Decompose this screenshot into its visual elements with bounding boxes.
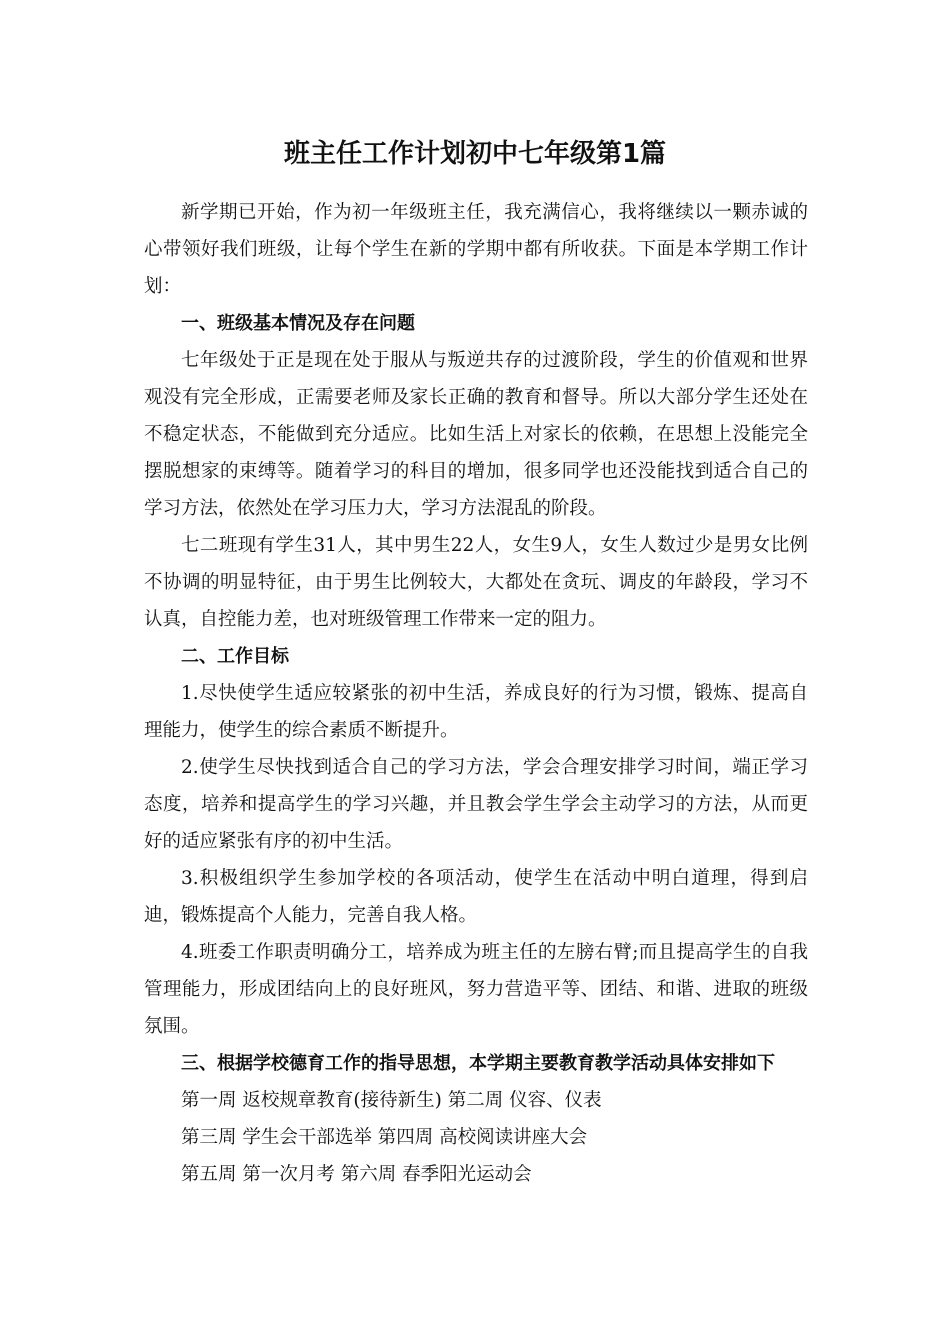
section1-paragraph: 七二班现有学生31人，其中男生22人，女生9人，女生人数过少是男女比例不协调的明显特征，由于男生比例较大，大都处在贪玩、调皮的年龄段，学习不认真，自控能力差，也对班级管理工作带来一定的阻力。 xyxy=(144,535,808,630)
section1-paragraph: 七年级处于正是现在处于服从与叛逆共存的过渡阶段，学生的价值观和世界观没有完全形成，正需要老师及家长正确的教育和督导。所以大部分学生还处在不稳定状态，不能做到充分适应。比如生活上对家长的依赖，在思想上没能完全摆脱想家的束缚等。随着学习的科目的增加，很多同学也还没能找到适合自己的学习方法，依然处在学习压力大，学习方法混乱的阶段。 xyxy=(144,350,808,519)
goal-item: 2.使学生尽快找到适合自己的学习方法，学会合理安排学习时间，端正学习态度，培养和提高学生的学习兴趣，并且教会学生学会主动学习的方法，从而更好的适应紧张有序的初中生活。 xyxy=(144,757,808,852)
document-body xyxy=(144,194,808,1193)
schedule-line: 第一周 返校规章教育(接待新生) 第二周 仪容、仪表 xyxy=(181,1090,602,1111)
goal-item: 1.尽快使学生适应较紧张的初中生活，养成良好的行为习惯，锻炼、提高自理能力，使学生的综合素质不断提升。 xyxy=(144,683,808,741)
goal-item: 3.积极组织学生参加学校的各项活动，使学生在活动中明白道理，得到启迪，锻炼提高个人能力，完善自我人格。 xyxy=(144,868,808,926)
section-heading-1: 一、班级基本情况及存在问题 xyxy=(181,313,415,334)
document-title: 班主任工作计划初中七年级第1篇 xyxy=(283,139,667,169)
section-heading-3: 三、根据学校德育工作的指导思想，本学期主要教育教学活动具体安排如下 xyxy=(181,1053,775,1074)
intro-paragraph: 新学期已开始，作为初一年级班主任，我充满信心，我将继续以一颗赤诚的心带领好我们班级，让每个学生在新的学期中都有所收获。下面是本学期工作计划： xyxy=(144,202,808,297)
goal-item: 4.班委工作职责明确分工，培养成为班主任的左膀右臂;而且提高学生的自我管理能力，形成团结向上的良好班风，努力营造平等、团结、和谐、进取的班级氛围。 xyxy=(144,942,808,1037)
schedule-line: 第五周 第一次月考 第六周 春季阳光运动会 xyxy=(181,1164,532,1185)
section-heading-2: 二、工作目标 xyxy=(181,646,289,667)
schedule-line: 第三周 学生会干部选举 第四周 高校阅读讲座大会 xyxy=(181,1127,588,1148)
